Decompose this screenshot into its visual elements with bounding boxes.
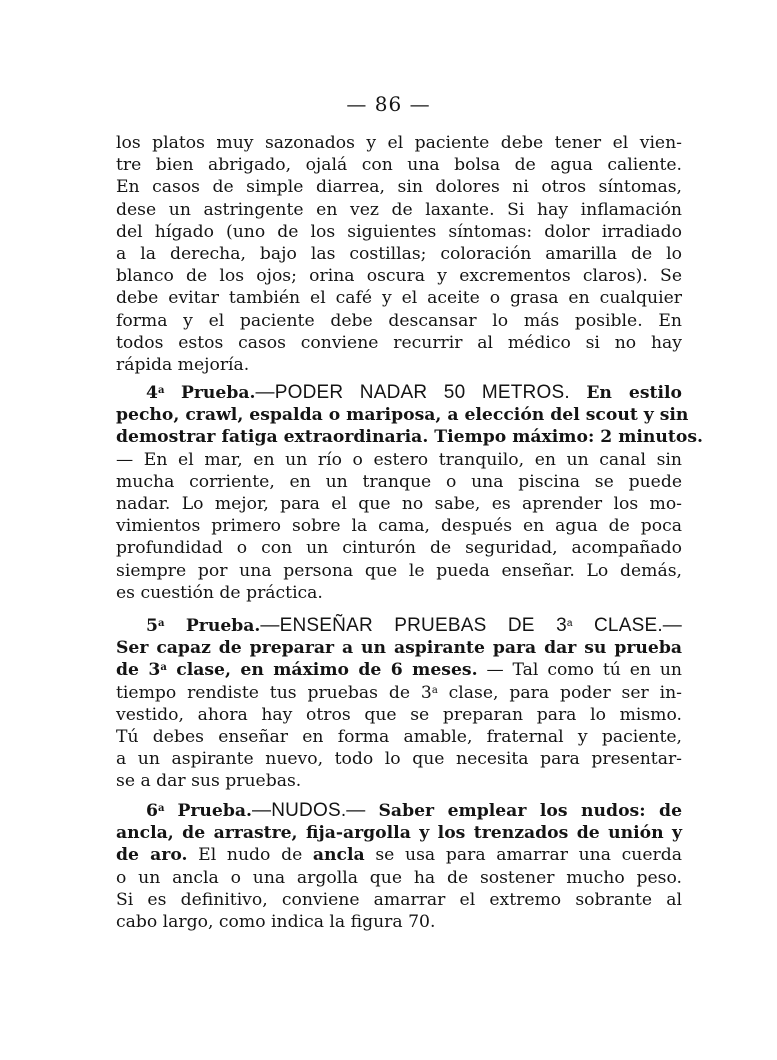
text-line: a un aspirante nuevo, todo lo que necesita para presentar-	[116, 749, 682, 770]
test-5-requirement-ordinal: a	[160, 662, 167, 674]
text-line: debe evitar también el café y el aceite o grasa en cualquier	[116, 288, 682, 309]
text-line: cabo largo, como indica la figura 70.	[116, 912, 436, 933]
test-4-number: 4	[146, 383, 158, 403]
test-5-text-start: — Tal como tú en un	[486, 660, 682, 681]
text-line: En casos de simple diarrea, sin dolores ni otros síntomas,	[116, 177, 682, 198]
text-line: vimientos primero sobre la cama, después en agua de poca	[116, 516, 682, 537]
test-6-section	[116, 800, 682, 933]
text-line: tre bien abrigado, ojalá con una bolsa de agua caliente.	[116, 155, 682, 176]
test-5-line-ordinal: a	[431, 684, 438, 696]
text-line: profundidad o con un cinturón de seguridad, acompañado	[116, 538, 682, 559]
test-4-requirement-line: demostrar fatiga extraordinaria. Tiempo máximo: 2 minutos.	[116, 427, 703, 448]
test-5-line-start: tiempo rendiste tus pruebas de 3	[116, 682, 432, 703]
text-line: siempre por una persona que le pueda enseñar. Lo demás,	[116, 560, 682, 581]
test-5-number: 5	[146, 616, 158, 636]
text-line: todos estos casos conviene recurrir al médico si no hay	[116, 332, 682, 353]
text-line: forma y el paciente debe descansar lo más posible. En	[116, 310, 682, 331]
test-6-requirement-end: de aro.	[116, 845, 188, 866]
test-4-section	[116, 382, 703, 604]
text-line: Si es definitivo, conviene amarrar el extremo sobrante al	[116, 889, 682, 910]
test-5-section	[116, 615, 682, 793]
test-4-ordinal: a	[157, 385, 165, 396]
text-line: Tú debes enseñar en forma amable, fraternal y paciente,	[116, 727, 682, 748]
test-6-text-start: El nudo de	[187, 845, 313, 866]
test-6-title: —NUDOS.—	[252, 800, 366, 821]
text-line: vestido, ahora hay otros que se preparan para lo mismo.	[116, 704, 682, 725]
text-line: rápida mejoría.	[116, 355, 250, 376]
page-number: — 86 —	[346, 92, 431, 116]
test-6-requirement: Saber emplear los nudos: de	[378, 801, 683, 821]
test-6-text-end: se usa para amarrar una cuerda	[364, 845, 683, 866]
text-line: del hígado (uno de los siguientes síntomas: dolor irradiado	[116, 221, 682, 242]
text-line: nadar. Lo mejor, para el que no sabe, es aprender los mo-	[116, 494, 682, 515]
test-5-title-start: —ENSEÑAR PRUEBAS DE 3	[260, 615, 567, 636]
test-5-requirement-end: clase, en máximo de 6 meses.	[166, 660, 478, 681]
test-5-title-ordinal: a	[566, 618, 573, 629]
test-5-label: Prueba.	[185, 616, 261, 636]
text-line: blanco de los ojos; orina oscura y excrementos claros). Se	[116, 266, 682, 287]
text-line: o un ancla o una argolla que ha de sostener mucho peso.	[116, 867, 682, 888]
test-4-heading-line	[116, 382, 682, 404]
text-line: es cuestión de práctica.	[116, 582, 323, 603]
test-5-ordinal: a	[157, 618, 165, 629]
text-line: dese un astringente en vez de laxante. Si hay inflamación	[116, 199, 682, 220]
paragraph-continuation	[116, 132, 682, 376]
test-6-ordinal: a	[157, 803, 165, 814]
test-5-line-end: clase, para poder ser in-	[437, 682, 682, 703]
test-4-label: Prueba.	[180, 383, 256, 403]
test-4-requirement-line: pecho, crawl, espalda o mariposa, a elección del scout y sin	[116, 405, 689, 426]
test-6-heading-line	[116, 800, 682, 822]
test-6-bold-word: ancla	[312, 845, 365, 866]
text-line	[116, 682, 682, 704]
text-line: — En el mar, en un río o estero tranquilo, en un canal sin	[116, 449, 682, 470]
test-5-requirement-start: de 3	[116, 660, 161, 681]
text-line: los platos muy sazonados y el paciente debe tener el vien-	[116, 133, 682, 153]
test-5-title-end: CLASE.—	[572, 615, 682, 636]
test-5-heading-line	[116, 615, 682, 637]
test-5-requirement-line	[116, 659, 682, 681]
test-6-requirement-line: ancla, de arrastre, fija-argolla y los trenzados de unión y	[116, 823, 682, 844]
test-6-label: Prueba.	[177, 801, 253, 821]
text-line	[116, 844, 682, 866]
test-5-title	[260, 615, 682, 636]
text-line: se a dar sus pruebas.	[116, 771, 302, 792]
text-line: mucha corriente, en un tranque o una piscina se puede	[116, 471, 682, 492]
text-line: a la derecha, bajo las costillas; coloración amarilla de lo	[116, 244, 682, 265]
test-4-requirement: En estilo	[586, 383, 682, 403]
test-4-title: —PODER NADAR 50 METROS.	[255, 382, 570, 403]
test-5-requirement-line: Ser capaz de preparar a un aspirante para dar su prueba	[116, 638, 682, 659]
test-6-number: 6	[146, 801, 158, 821]
